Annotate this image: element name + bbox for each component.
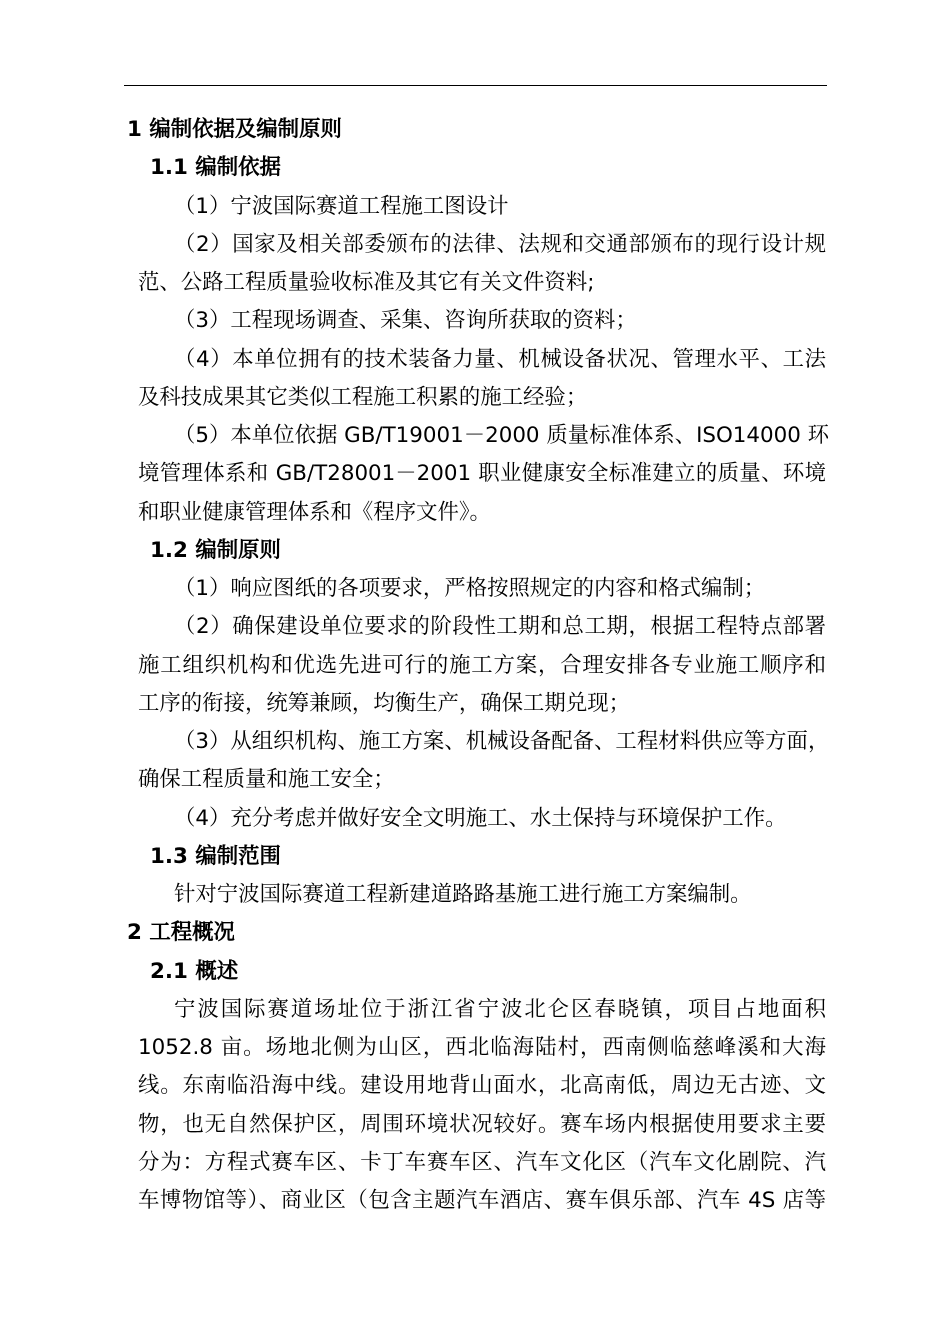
section-heading: 1 编制依据及编制原则 [127, 117, 342, 142]
paragraph-line: （3）工程现场调查、采集、咨询所获取的资料； [174, 308, 637, 334]
subsection-heading: 1.2 编制原则 [150, 537, 281, 563]
paragraph-line: （1）宁波国际赛道工程施工图设计 [174, 193, 509, 219]
subsection-heading: 1.3 编制范围 [150, 843, 281, 869]
paragraph-continuation: 工序的衔接，统筹兼顾，均衡生产，确保工期兑现； [138, 690, 630, 716]
paragraph-continuation: 和职业健康管理体系和《程序文件》。 [138, 499, 491, 525]
paragraph-line: （2）确保建设单位要求的阶段性工期和总工期，根据工程特点部署 [174, 614, 826, 640]
paragraph-continuation: 及科技成果其它类似工程施工积累的施工经验； [138, 384, 588, 410]
paragraph-continuation: 物，也无自然保护区，周围环境状况较好。赛车场内根据使用要求主要 [138, 1111, 826, 1137]
header-rule [124, 85, 827, 86]
subsection-heading: 1.1 编制依据 [150, 155, 281, 181]
paragraph-line: （5）本单位依据 GB/T19001－2000 质量标准体系、ISO14000 环 [174, 423, 830, 448]
paragraph-line: 针对宁波国际赛道工程新建道路路基施工进行施工方案编制。 [174, 882, 752, 907]
paragraph-line: （1）响应图纸的各项要求，严格按照规定的内容和格式编制； [174, 576, 766, 601]
subsection-heading: 2.1 概述 [150, 958, 239, 984]
paragraph-continuation: 确保工程质量和施工安全； [138, 767, 395, 793]
paragraph-line: （4）充分考虑并做好安全文明施工、水土保持与环境保护工作。 [174, 805, 787, 831]
section-heading: 2 工程概况 [127, 920, 235, 946]
paragraph-line: 宁波国际赛道场址位于浙江省宁波北仑区春晓镇，项目占地面积 [174, 996, 826, 1022]
paragraph-line: （3）从组织机构、施工方案、机械设备配备、工程材料供应等方面， [174, 729, 830, 754]
paragraph-continuation: 施工组织机构和优选先进可行的施工方案，合理安排各专业施工顺序和 [138, 652, 826, 678]
paragraph-line: （2）国家及相关部委颁布的法律、法规和交通部颁布的现行设计规 [174, 231, 826, 257]
paragraph-continuation: 1052.8 亩。场地北侧为山区，西北临海陆村，西南侧临慈峰溪和大海 [138, 1035, 826, 1060]
paragraph-continuation: 范、公路工程质量验收标准及其它有关文件资料; [138, 270, 595, 295]
paragraph-continuation: 境管理体系和 GB/T28001－2001 职业健康安全标准建立的质量、环境 [138, 461, 826, 487]
paragraph-continuation: 分为：方程式赛车区、卡丁车赛车区、汽车文化区（汽车文化剧院、汽 [138, 1149, 826, 1175]
paragraph-line: （4）本单位拥有的技术装备力量、机械设备状况、管理水平、工法 [174, 346, 826, 372]
paragraph-continuation: 线。东南临沿海中线。建设用地背山面水，北高南低，周边无古迹、文 [138, 1073, 826, 1099]
paragraph-continuation: 车博物馆等）、商业区（包含主题汽车酒店、赛车俱乐部、汽车 4S 店等 [138, 1188, 826, 1213]
